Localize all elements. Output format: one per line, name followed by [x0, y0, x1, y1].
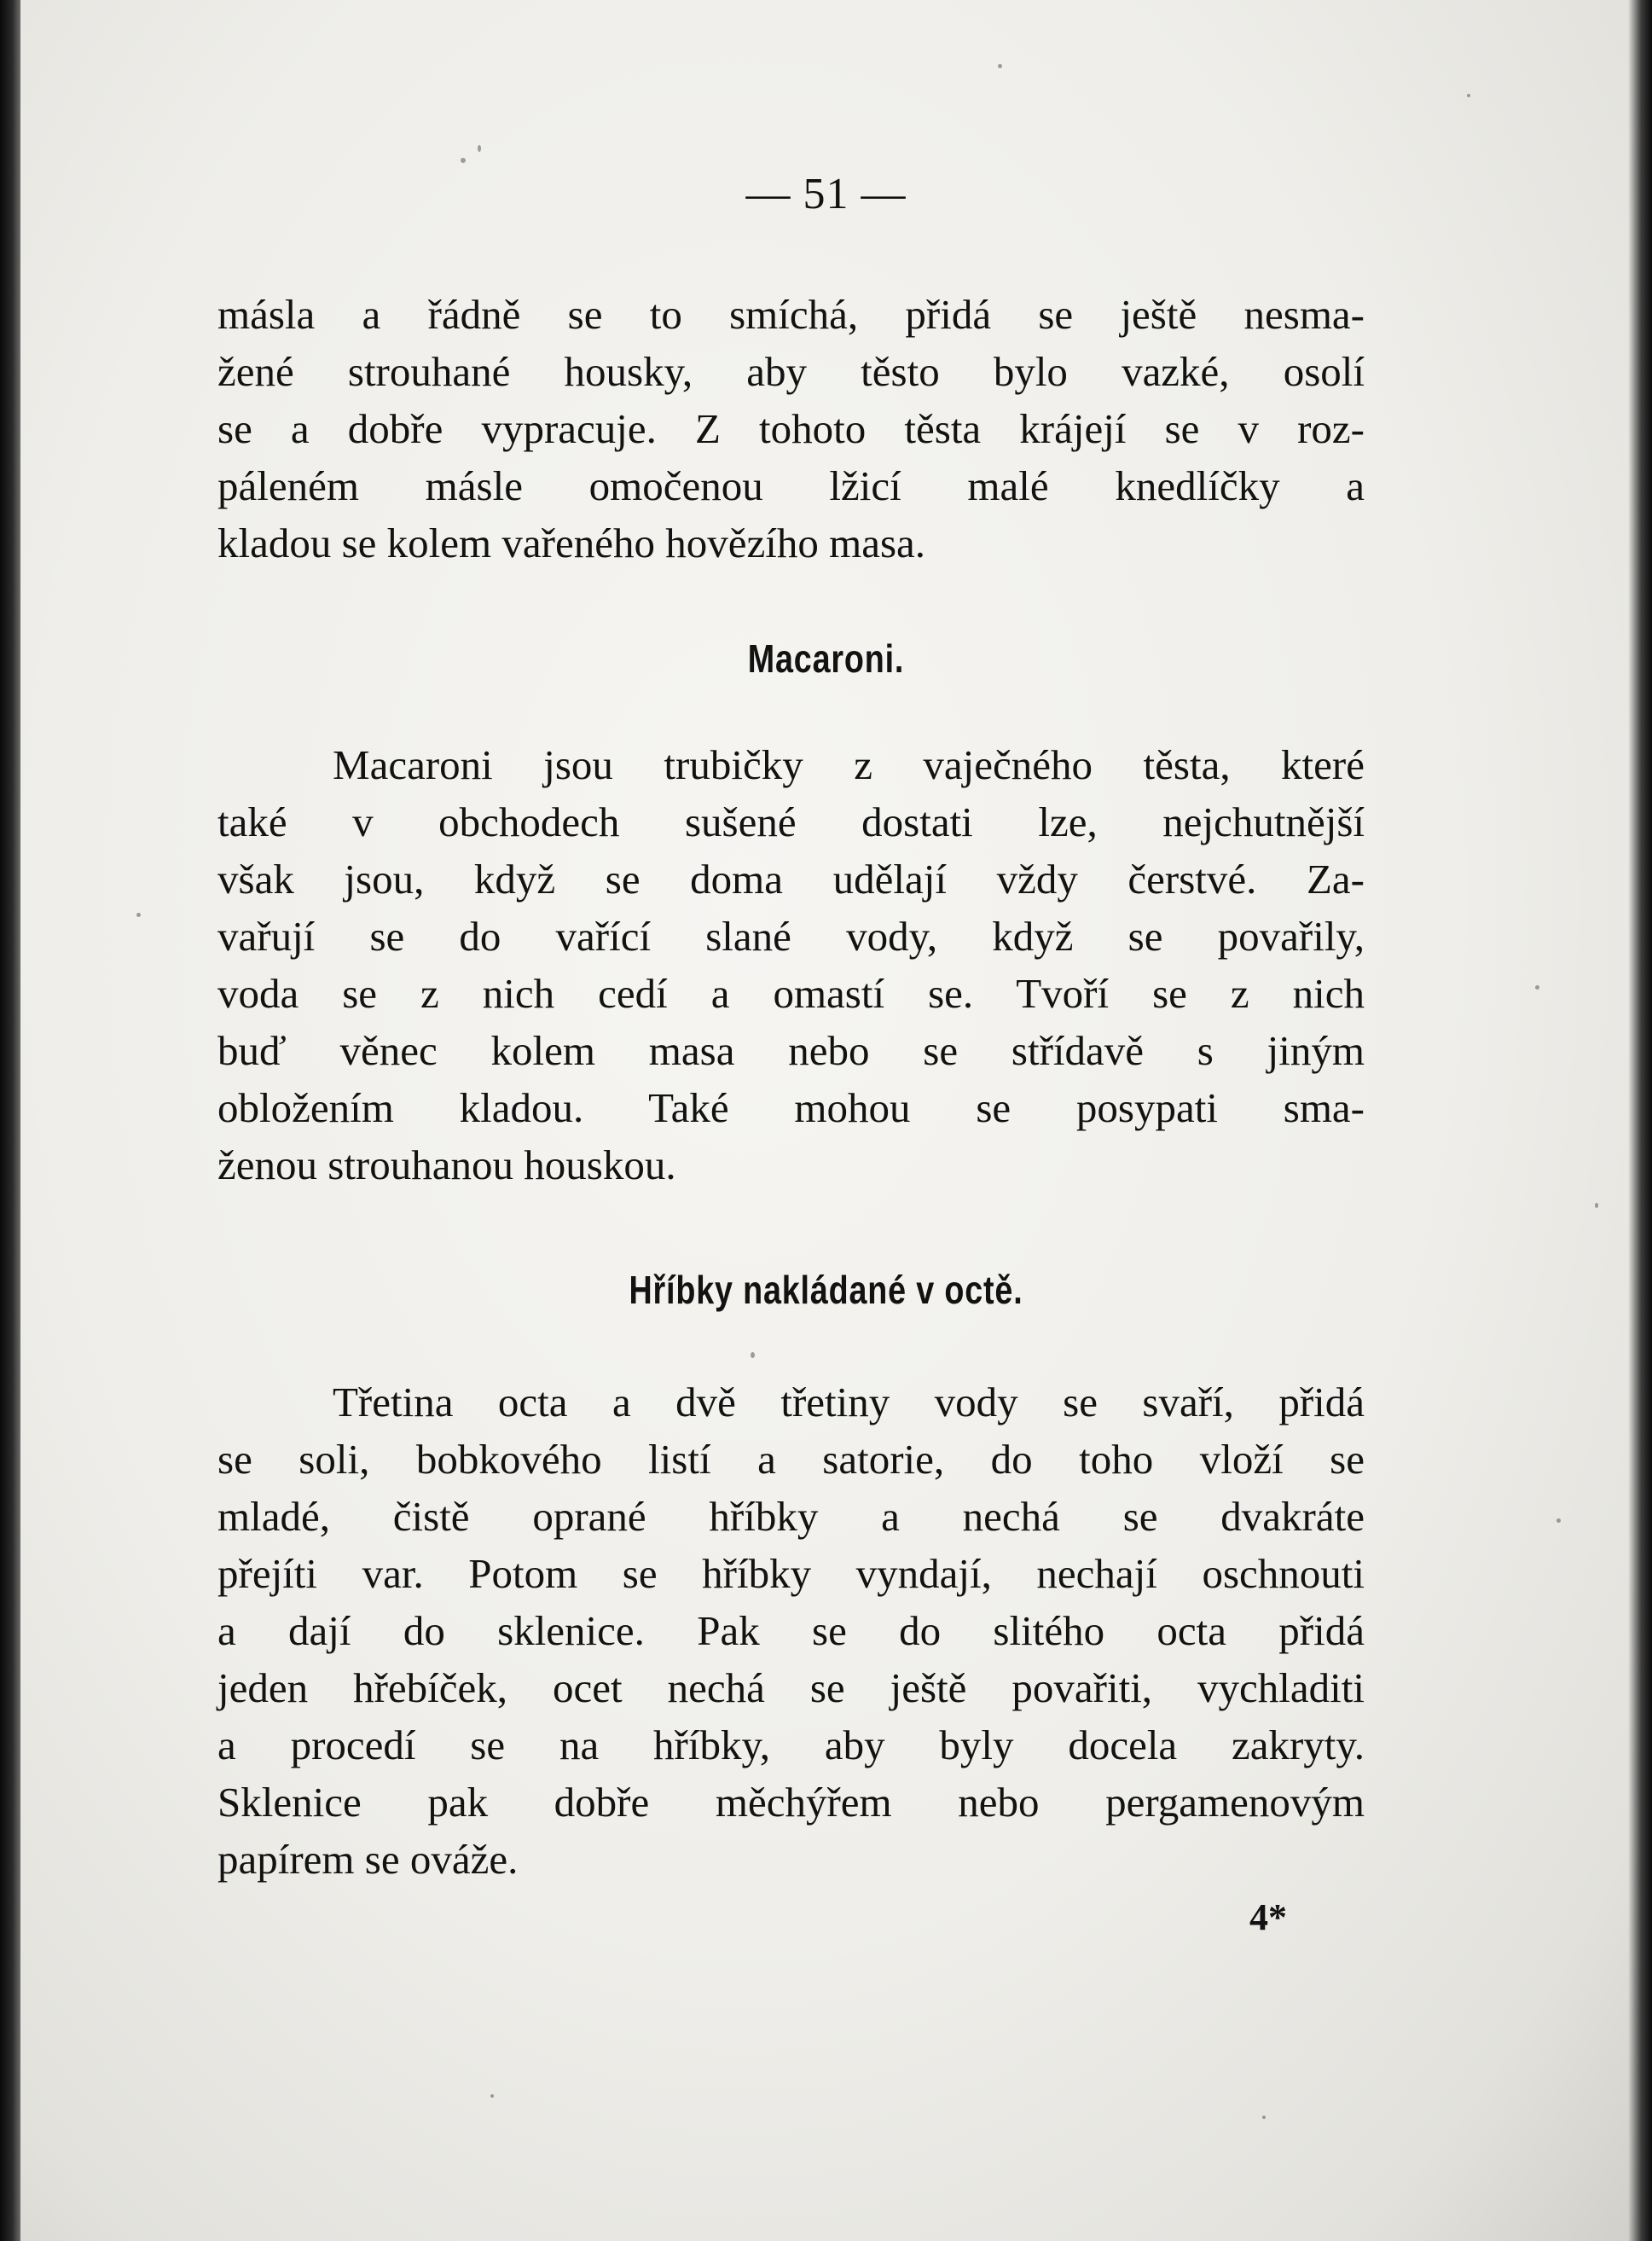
text-line: se a dobře vypracuje. Z tohoto těsta krájejí se v roz-	[217, 405, 1365, 452]
scan-speck	[478, 145, 481, 152]
text-line: voda se z nich cedí a omastí se. Tvoří se z nich	[217, 970, 1365, 1017]
scan-speck	[1262, 2116, 1266, 2119]
scan-speck	[1556, 1518, 1561, 1523]
section-heading-hribky: Hříbky nakládané v octě.	[629, 1268, 1023, 1312]
text-line: také v obchodech sušené dostati lze, nejchutnější	[217, 798, 1365, 845]
text-line: a dají do sklenice. Pak se do slitého octa přidá	[217, 1607, 1365, 1654]
text-line: mladé, čistě oprané hříbky a nechá se dvakráte	[217, 1493, 1365, 1540]
paragraph-hribky	[217, 1373, 1365, 1888]
scan-speck	[1535, 985, 1539, 990]
scan-speck	[136, 913, 141, 917]
text-line: vařují se do vařící slané vody, když se povařily,	[217, 913, 1365, 960]
text-line: žené strouhané housky, aby těsto bylo vazké, osolí	[217, 348, 1365, 395]
text-line: a procedí se na hříbky, aby byly docela zakryty.	[217, 1721, 1365, 1768]
text-line: páleném másle omočenou lžicí malé knedlíčky a	[217, 462, 1365, 509]
scan-speck	[490, 2094, 494, 2098]
text-line: Třetina octa a dvě třetiny vody se svaří, přidá	[333, 1379, 1365, 1425]
text-line: buď věnec kolem masa nebo se střídavě s jiným	[217, 1027, 1365, 1074]
paragraph-continuation	[217, 286, 1365, 572]
text-line: Macaroni jsou trubičky z vaječného těsta, které	[333, 741, 1365, 788]
text-line: ženou strouhanou houskou.	[217, 1141, 676, 1188]
scan-speck	[998, 64, 1002, 68]
text-line: obložením kladou. Také mohou se posypati sma-	[217, 1084, 1365, 1131]
text-line: se soli, bobkového listí a satorie, do toho vloží se	[217, 1436, 1365, 1483]
text-line: kladou se kolem vařeného hovězího masa.	[217, 520, 926, 566]
scan-speck	[751, 1352, 755, 1358]
text-line: papírem se ováže.	[217, 1836, 519, 1883]
text-line: másla a řádně se to smíchá, přidá se ještě nesma-	[217, 291, 1365, 338]
section-heading-macaroni: Macaroni.	[747, 636, 905, 681]
book-spine-shadow	[0, 0, 20, 2241]
text-line: Sklenice pak dobře měchýřem nebo pergamenovým	[217, 1779, 1365, 1826]
printer-signature-mark: 4*	[1249, 1896, 1287, 1938]
text-line: jeden hřebíček, ocet nechá se ještě povařiti, vychladiti	[217, 1664, 1365, 1711]
text-line: přejíti var. Potom se hříbky vyndají, nechají oschnouti	[217, 1550, 1365, 1597]
scan-speck	[461, 158, 466, 163]
page-number: — 51 —	[745, 170, 907, 218]
page-edge-shadow	[1628, 0, 1652, 2241]
paragraph-macaroni	[217, 736, 1365, 1193]
scan-speck	[1595, 1203, 1598, 1208]
text-line: však jsou, když se doma udělají vždy čerstvé. Za-	[217, 856, 1365, 903]
scan-speck	[1467, 94, 1470, 97]
